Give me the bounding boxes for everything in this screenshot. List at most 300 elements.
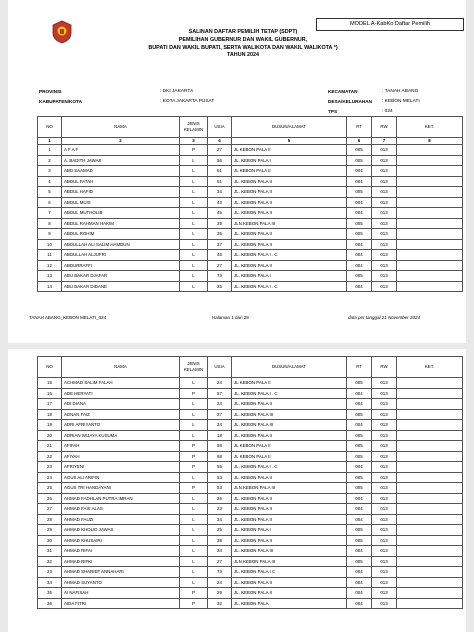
cell-no: 27 bbox=[38, 504, 62, 515]
cell-nama: ABU BAKAR DIDANE bbox=[62, 281, 180, 292]
table-row bbox=[38, 472, 463, 483]
cell-usia: 26 bbox=[208, 493, 232, 504]
cell-jenis-kelamin: L bbox=[180, 187, 208, 198]
col-number: 2 bbox=[62, 138, 180, 145]
cell-no: 4 bbox=[38, 176, 62, 187]
cell-no: 20 bbox=[38, 430, 62, 441]
col-rw: RW bbox=[372, 117, 397, 138]
cell-usia: 34 bbox=[208, 514, 232, 525]
cell-usia: 35 bbox=[208, 229, 232, 240]
col-rt: RT bbox=[347, 117, 372, 138]
table-row bbox=[38, 145, 463, 156]
cell-ket bbox=[397, 155, 463, 166]
cell-jenis-kelamin: L bbox=[180, 420, 208, 431]
table-row bbox=[38, 514, 463, 525]
cell-jenis-kelamin: L bbox=[180, 218, 208, 229]
cell-no: 26 bbox=[38, 493, 62, 504]
cell-rt: 004 bbox=[347, 281, 372, 292]
cell-nama: ADE HERYATI bbox=[62, 388, 180, 399]
table-row bbox=[38, 388, 463, 399]
cell-no: 10 bbox=[38, 239, 62, 250]
cell-jenis-kelamin: L bbox=[180, 577, 208, 588]
cell-jenis-kelamin: L bbox=[180, 567, 208, 578]
cell-nama: AHMAD KHUSAIRI bbox=[62, 535, 180, 546]
cell-alamat: JL. KEBON PALA II bbox=[232, 588, 347, 599]
cell-ket bbox=[397, 229, 463, 240]
cell-nama: ABDULLAH ALJUFRI bbox=[62, 250, 180, 261]
kecamatan-value: : TANAH ABANG bbox=[382, 89, 419, 94]
cell-rt: 004 bbox=[347, 493, 372, 504]
cell-alamat: JL. KEBON PALA III bbox=[232, 546, 347, 557]
cell-no: 31 bbox=[38, 546, 62, 557]
cell-alamat: JL KEBON PALA II bbox=[232, 441, 347, 452]
cell-nama: AHMAD FADHLAN PUTRA IMRAN bbox=[62, 493, 180, 504]
cell-ket bbox=[397, 197, 463, 208]
cell-nama: ABDUL MUTHOLIB bbox=[62, 208, 180, 219]
cell-usia: 57 bbox=[208, 388, 232, 399]
cell-usia: 58 bbox=[208, 441, 232, 452]
cell-rt: 005 bbox=[347, 409, 372, 420]
cell-rw: 013 bbox=[372, 472, 397, 483]
column-number-row bbox=[38, 138, 463, 145]
cell-rt: 004 bbox=[347, 197, 372, 208]
cell-ket bbox=[397, 145, 463, 156]
table-row bbox=[38, 409, 463, 420]
cell-rt: 004 bbox=[347, 176, 372, 187]
cell-nama: ABDURRAFFI bbox=[62, 260, 180, 271]
cell-jenis-kelamin: L bbox=[180, 525, 208, 536]
cell-nama: AHMAD RIFAI bbox=[62, 546, 180, 557]
cell-rw: 013 bbox=[372, 218, 397, 229]
cell-no: 23 bbox=[38, 462, 62, 473]
cell-rt: 004 bbox=[347, 166, 372, 177]
cell-rt: 004 bbox=[347, 250, 372, 261]
table-row bbox=[38, 430, 463, 441]
cell-rw: 013 bbox=[372, 483, 397, 494]
cell-alamat: JL. KEBON PALA II bbox=[232, 229, 347, 240]
col-number: 1 bbox=[38, 138, 62, 145]
cell-rw: 013 bbox=[372, 399, 397, 410]
cell-no: 29 bbox=[38, 525, 62, 536]
col-nama: NAMA bbox=[62, 357, 180, 378]
cell-nama: A. BADITH JAWAS bbox=[62, 155, 180, 166]
cell-nama: AHMAD FAIS ALAS bbox=[62, 504, 180, 515]
cell-alamat: JLN.KEBON PALA III bbox=[232, 218, 347, 229]
cell-rw: 013 bbox=[372, 462, 397, 473]
cell-no: 11 bbox=[38, 250, 62, 261]
cell-alamat: JL. KEBON PALA II bbox=[232, 504, 347, 515]
col-no: NO bbox=[38, 357, 62, 378]
cell-nama: A F A F bbox=[62, 145, 180, 156]
cell-jenis-kelamin: L bbox=[180, 208, 208, 219]
cell-ket bbox=[397, 409, 463, 420]
cell-rt: 005 bbox=[347, 155, 372, 166]
table-row bbox=[38, 556, 463, 567]
cell-rt: 004 bbox=[347, 399, 372, 410]
cell-usia: 25 bbox=[208, 281, 232, 292]
cell-no: 16 bbox=[38, 388, 62, 399]
cell-no: 18 bbox=[38, 409, 62, 420]
table-row bbox=[38, 525, 463, 536]
table-row bbox=[38, 546, 463, 557]
cell-no: 1 bbox=[38, 145, 62, 156]
cell-ket bbox=[397, 260, 463, 271]
cell-rw: 013 bbox=[372, 535, 397, 546]
cell-usia: 45 bbox=[208, 250, 232, 261]
table-row bbox=[38, 260, 463, 271]
cell-no: 35 bbox=[38, 588, 62, 599]
cell-rw: 013 bbox=[372, 556, 397, 567]
cell-alamat: JL KEBON PALA II bbox=[232, 378, 347, 389]
cell-alamat: JL. KEBON PALA II bbox=[232, 197, 347, 208]
cell-usia: 43 bbox=[208, 197, 232, 208]
cell-no: 13 bbox=[38, 271, 62, 282]
cell-usia: 24 bbox=[208, 577, 232, 588]
cell-usia: 73 bbox=[208, 271, 232, 282]
cell-usia: 23 bbox=[208, 504, 232, 515]
table-row bbox=[38, 462, 463, 473]
desa-label: DESA/KELURAHAN bbox=[328, 99, 373, 104]
cell-nama: AHMAD FAUZI bbox=[62, 514, 180, 525]
cell-rw: 013 bbox=[372, 420, 397, 431]
cell-usia: 34 bbox=[208, 546, 232, 557]
cell-nama: AFRIYENI bbox=[62, 462, 180, 473]
cell-usia: 29 bbox=[208, 588, 232, 599]
cell-alamat: JL. KEBON PALA II bbox=[232, 399, 347, 410]
cell-usia: 24 bbox=[208, 378, 232, 389]
table-row bbox=[38, 598, 463, 609]
cell-alamat: JL. KEBON PALA I bbox=[232, 155, 347, 166]
table-header-row bbox=[38, 357, 463, 378]
cell-ket bbox=[397, 187, 463, 198]
heading-line-3: BUPATI DAN WAKIL BUPATI, SERTA WALIKOTA DAN WAKIL WALIKOTA *) bbox=[148, 44, 338, 51]
cell-rt: 004 bbox=[347, 546, 372, 557]
cell-ket bbox=[397, 525, 463, 536]
cell-nama: ADRIAN WIJAYA KUSUMA bbox=[62, 430, 180, 441]
cell-nama: AIDA FITRI bbox=[62, 598, 180, 609]
cell-usia: 18 bbox=[208, 430, 232, 441]
cell-usia: 68 bbox=[208, 451, 232, 462]
cell-usia: 32 bbox=[208, 598, 232, 609]
cell-alamat: JLN.KEBON PALA III bbox=[232, 483, 347, 494]
cell-no: 36 bbox=[38, 598, 62, 609]
cell-ket bbox=[397, 556, 463, 567]
cell-nama: ACHMAD SALIM FALAH bbox=[62, 378, 180, 389]
cell-ket bbox=[397, 399, 463, 410]
cell-rt: 004 bbox=[347, 208, 372, 219]
cell-ket bbox=[397, 218, 463, 229]
cell-jenis-kelamin: P bbox=[180, 388, 208, 399]
col-usia: USIA bbox=[208, 117, 232, 138]
cell-no: 28 bbox=[38, 514, 62, 525]
cell-ket bbox=[397, 430, 463, 441]
cell-ket bbox=[397, 420, 463, 431]
cell-ket bbox=[397, 535, 463, 546]
cell-no: 33 bbox=[38, 567, 62, 578]
cell-rw: 013 bbox=[372, 514, 397, 525]
cell-rw: 013 bbox=[372, 239, 397, 250]
heading-line-4: TAHUN 2024 bbox=[227, 52, 259, 59]
cell-rt: 004 bbox=[347, 462, 372, 473]
cell-rt: 005 bbox=[347, 472, 372, 483]
cell-rt: 005 bbox=[347, 525, 372, 536]
cell-nama: ABDUL HAFID bbox=[62, 187, 180, 198]
cell-alamat: JL KEBON PALA II bbox=[232, 145, 347, 156]
cell-alamat: JL. KEBON PALA I . C bbox=[232, 250, 347, 261]
cell-jenis-kelamin: P bbox=[180, 145, 208, 156]
cell-ket bbox=[397, 166, 463, 177]
cell-jenis-kelamin: P bbox=[180, 483, 208, 494]
cell-no: 12 bbox=[38, 260, 62, 271]
cell-no: 7 bbox=[38, 208, 62, 219]
cell-alamat: JL. KEBON PALA II bbox=[232, 187, 347, 198]
cell-jenis-kelamin: L bbox=[180, 556, 208, 567]
cell-jenis-kelamin: L bbox=[180, 229, 208, 240]
cell-nama: ABDUL RAHMAN HAKIM bbox=[62, 218, 180, 229]
cell-rt: 005 bbox=[347, 229, 372, 240]
cell-rw: 013 bbox=[372, 250, 397, 261]
cell-ket bbox=[397, 451, 463, 462]
table-row bbox=[38, 271, 463, 282]
page-1 bbox=[8, 0, 466, 343]
cell-rw: 013 bbox=[372, 546, 397, 557]
cell-no: 6 bbox=[38, 197, 62, 208]
cell-rt: 005 bbox=[347, 430, 372, 441]
cell-rt: 004 bbox=[347, 577, 372, 588]
cell-no: 8 bbox=[38, 218, 62, 229]
cell-no: 14 bbox=[38, 281, 62, 292]
table-row bbox=[38, 187, 463, 198]
cell-rw: 013 bbox=[372, 176, 397, 187]
cell-jenis-kelamin: L bbox=[180, 378, 208, 389]
cell-jenis-kelamin: P bbox=[180, 451, 208, 462]
col-number: 8 bbox=[397, 138, 463, 145]
tps-value: : 024 bbox=[382, 109, 393, 114]
table-row bbox=[38, 208, 463, 219]
cell-ket bbox=[397, 281, 463, 292]
cell-alamat: JL. KEBON PALA bbox=[232, 598, 347, 609]
provinsi-label: PROVINSI bbox=[39, 89, 62, 94]
cell-usia: 45 bbox=[208, 208, 232, 219]
cell-rw: 013 bbox=[372, 577, 397, 588]
cell-rw: 013 bbox=[372, 409, 397, 420]
cell-jenis-kelamin: L bbox=[180, 504, 208, 515]
cell-rw: 013 bbox=[372, 504, 397, 515]
cell-usia: 25 bbox=[208, 525, 232, 536]
cell-nama: AGUS TRI HANDAYANI bbox=[62, 483, 180, 494]
table-row bbox=[38, 155, 463, 166]
cell-rt: 004 bbox=[347, 420, 372, 431]
cell-nama: ABDUL MUIS bbox=[62, 197, 180, 208]
cell-alamat: JL. KEBON PALA I C bbox=[232, 567, 347, 578]
page-2 bbox=[8, 349, 466, 632]
cell-alamat: JL KEBON PALA II bbox=[232, 451, 347, 462]
heading-line-1: SALINAN DAFTAR PEMILIH TETAP (SDPT) bbox=[188, 29, 298, 35]
cell-rw: 013 bbox=[372, 197, 397, 208]
cell-alamat: JL. KEBON PALA II bbox=[232, 176, 347, 187]
cell-rt: 004 bbox=[347, 588, 372, 599]
cell-alamat: JL. KEBON PALA II bbox=[232, 577, 347, 588]
cell-alamat: JL. KEBON PALA I . C bbox=[232, 388, 347, 399]
col-number: 6 bbox=[347, 138, 372, 145]
col-number: 5 bbox=[232, 138, 347, 145]
cell-usia: 61 bbox=[208, 166, 232, 177]
cell-rt: 004 bbox=[347, 388, 372, 399]
cell-jenis-kelamin: L bbox=[180, 166, 208, 177]
cell-rw: 013 bbox=[372, 166, 397, 177]
cell-nama: AHMAD RIFKI bbox=[62, 556, 180, 567]
cell-alamat: JL. KEBON PALA II bbox=[232, 493, 347, 504]
table-row bbox=[38, 239, 463, 250]
cell-nama: ABU BAKAR DJAFAR bbox=[62, 271, 180, 282]
cell-alamat: JL. KEBON PALA III bbox=[232, 420, 347, 431]
cell-ket bbox=[397, 441, 463, 452]
cell-rt: 005 bbox=[347, 187, 372, 198]
cell-ket bbox=[397, 567, 463, 578]
cell-usia: 34 bbox=[208, 187, 232, 198]
cell-rt: 005 bbox=[347, 378, 372, 389]
cell-rt: 005 bbox=[347, 556, 372, 567]
cell-alamat: JL. KEBON PALA III bbox=[232, 409, 347, 420]
cell-jenis-kelamin: L bbox=[180, 514, 208, 525]
cell-no: 25 bbox=[38, 483, 62, 494]
cell-jenis-kelamin: L bbox=[180, 155, 208, 166]
cell-alamat: JL. KEBON PALA I bbox=[232, 525, 347, 536]
table-row bbox=[38, 441, 463, 452]
kabkota-label: KABUPATEN/KOTA bbox=[39, 99, 82, 104]
cell-no: 30 bbox=[38, 535, 62, 546]
cell-nama: AFIYAH bbox=[62, 451, 180, 462]
provinsi-value: : DKI JAKARTA bbox=[160, 89, 194, 94]
cell-no: 9 bbox=[38, 229, 62, 240]
cell-rw: 013 bbox=[372, 187, 397, 198]
col-ket: KET. bbox=[397, 117, 463, 138]
table-row bbox=[38, 166, 463, 177]
col-number: 4 bbox=[208, 138, 232, 145]
cell-rw: 013 bbox=[372, 260, 397, 271]
cell-ket bbox=[397, 588, 463, 599]
table-row bbox=[38, 197, 463, 208]
cell-alamat: JL. KEBON PALA II bbox=[232, 472, 347, 483]
cell-usia: 39 bbox=[208, 218, 232, 229]
cell-no: 19 bbox=[38, 420, 62, 431]
cell-rt: 005 bbox=[347, 483, 372, 494]
cell-jenis-kelamin: L bbox=[180, 430, 208, 441]
cell-rt: 004 bbox=[347, 514, 372, 525]
cell-rt: 004 bbox=[347, 567, 372, 578]
cell-nama: AHMAD SHARIEF ANNAHARI bbox=[62, 567, 180, 578]
cell-rt: 004 bbox=[347, 504, 372, 515]
cell-jenis-kelamin: L bbox=[180, 239, 208, 250]
table-row bbox=[38, 535, 463, 546]
cell-rt: 005 bbox=[347, 145, 372, 156]
cell-jenis-kelamin: L bbox=[180, 409, 208, 420]
table-row bbox=[38, 399, 463, 410]
cell-rw: 013 bbox=[372, 388, 397, 399]
cell-jenis-kelamin: L bbox=[180, 399, 208, 410]
table-row bbox=[38, 378, 463, 389]
cell-rw: 013 bbox=[372, 378, 397, 389]
cell-alamat: JL. KEBON PALA II bbox=[232, 535, 347, 546]
cell-alamat: JL. KEBON PALA I . C bbox=[232, 462, 347, 473]
cell-nama: ABD SAAMAD bbox=[62, 166, 180, 177]
cell-ket bbox=[397, 208, 463, 219]
cell-ket bbox=[397, 239, 463, 250]
cell-ket bbox=[397, 462, 463, 473]
footer-location: TANAH ABANG_KEBON MELATI_024 bbox=[29, 315, 107, 320]
cell-jenis-kelamin: L bbox=[180, 176, 208, 187]
footer-date: data per tanggal 21 November 2024 bbox=[348, 315, 421, 320]
table-row bbox=[38, 451, 463, 462]
cell-rt: 004 bbox=[347, 260, 372, 271]
model-label: MODEL A-KabKo Daftar Pemilih bbox=[316, 18, 464, 31]
cell-rw: 013 bbox=[372, 229, 397, 240]
cell-nama: AI NAFISAH bbox=[62, 588, 180, 599]
cell-no: 32 bbox=[38, 556, 62, 567]
cell-nama: ABDUL FATAH bbox=[62, 176, 180, 187]
cell-usia: 24 bbox=[208, 399, 232, 410]
kecamatan-label: KECAMATAN bbox=[328, 89, 358, 94]
cell-usia: 27 bbox=[208, 409, 232, 420]
cell-rw: 013 bbox=[372, 271, 397, 282]
cell-alamat: JL. KEBON PALA II bbox=[232, 239, 347, 250]
cell-no: 17 bbox=[38, 399, 62, 410]
cell-alamat: JL. KEBON PALA II bbox=[232, 514, 347, 525]
cell-ket bbox=[397, 577, 463, 588]
cell-usia: 55 bbox=[208, 462, 232, 473]
cell-ket bbox=[397, 472, 463, 483]
cell-no: 3 bbox=[38, 166, 62, 177]
cell-jenis-kelamin: L bbox=[180, 546, 208, 557]
table-row bbox=[38, 567, 463, 578]
col-nama: NAMA bbox=[62, 117, 180, 138]
cell-jenis-kelamin: L bbox=[180, 472, 208, 483]
cell-jenis-kelamin: P bbox=[180, 462, 208, 473]
cell-jenis-kelamin: L bbox=[180, 281, 208, 292]
cell-usia: 53 bbox=[208, 472, 232, 483]
cell-rt: 005 bbox=[347, 535, 372, 546]
cell-alamat: JL. KEBON PALA I bbox=[232, 271, 347, 282]
table-row bbox=[38, 420, 463, 431]
cell-jenis-kelamin: L bbox=[180, 535, 208, 546]
cell-rw: 013 bbox=[372, 493, 397, 504]
cell-jenis-kelamin: L bbox=[180, 260, 208, 271]
voter-table-page-1 bbox=[37, 116, 463, 292]
cell-ket bbox=[397, 271, 463, 282]
cell-ket bbox=[397, 378, 463, 389]
table-row bbox=[38, 218, 463, 229]
cell-ket bbox=[397, 483, 463, 494]
table-row bbox=[38, 176, 463, 187]
col-jenis-kelamin: JENIS KELAMIN bbox=[180, 117, 208, 138]
cell-nama: AGUS ALI ARIFIN bbox=[62, 472, 180, 483]
cell-jenis-kelamin: L bbox=[180, 493, 208, 504]
cell-rw: 013 bbox=[372, 451, 397, 462]
cell-no: 34 bbox=[38, 577, 62, 588]
col-rt: RT bbox=[347, 357, 372, 378]
cell-rw: 013 bbox=[372, 145, 397, 156]
cell-usia: 56 bbox=[208, 155, 232, 166]
voter-table-page-2 bbox=[37, 356, 463, 609]
cell-rt: 004 bbox=[347, 239, 372, 250]
cell-nama: ABDUL ROHIM bbox=[62, 229, 180, 240]
kabkota-value: : KOTA JAKARTA PUSAT bbox=[160, 99, 215, 104]
cell-ket bbox=[397, 176, 463, 187]
cell-rw: 013 bbox=[372, 567, 397, 578]
cell-ket bbox=[397, 598, 463, 609]
cell-nama: AHMAD SUYANTO bbox=[62, 577, 180, 588]
col-rw: RW bbox=[372, 357, 397, 378]
